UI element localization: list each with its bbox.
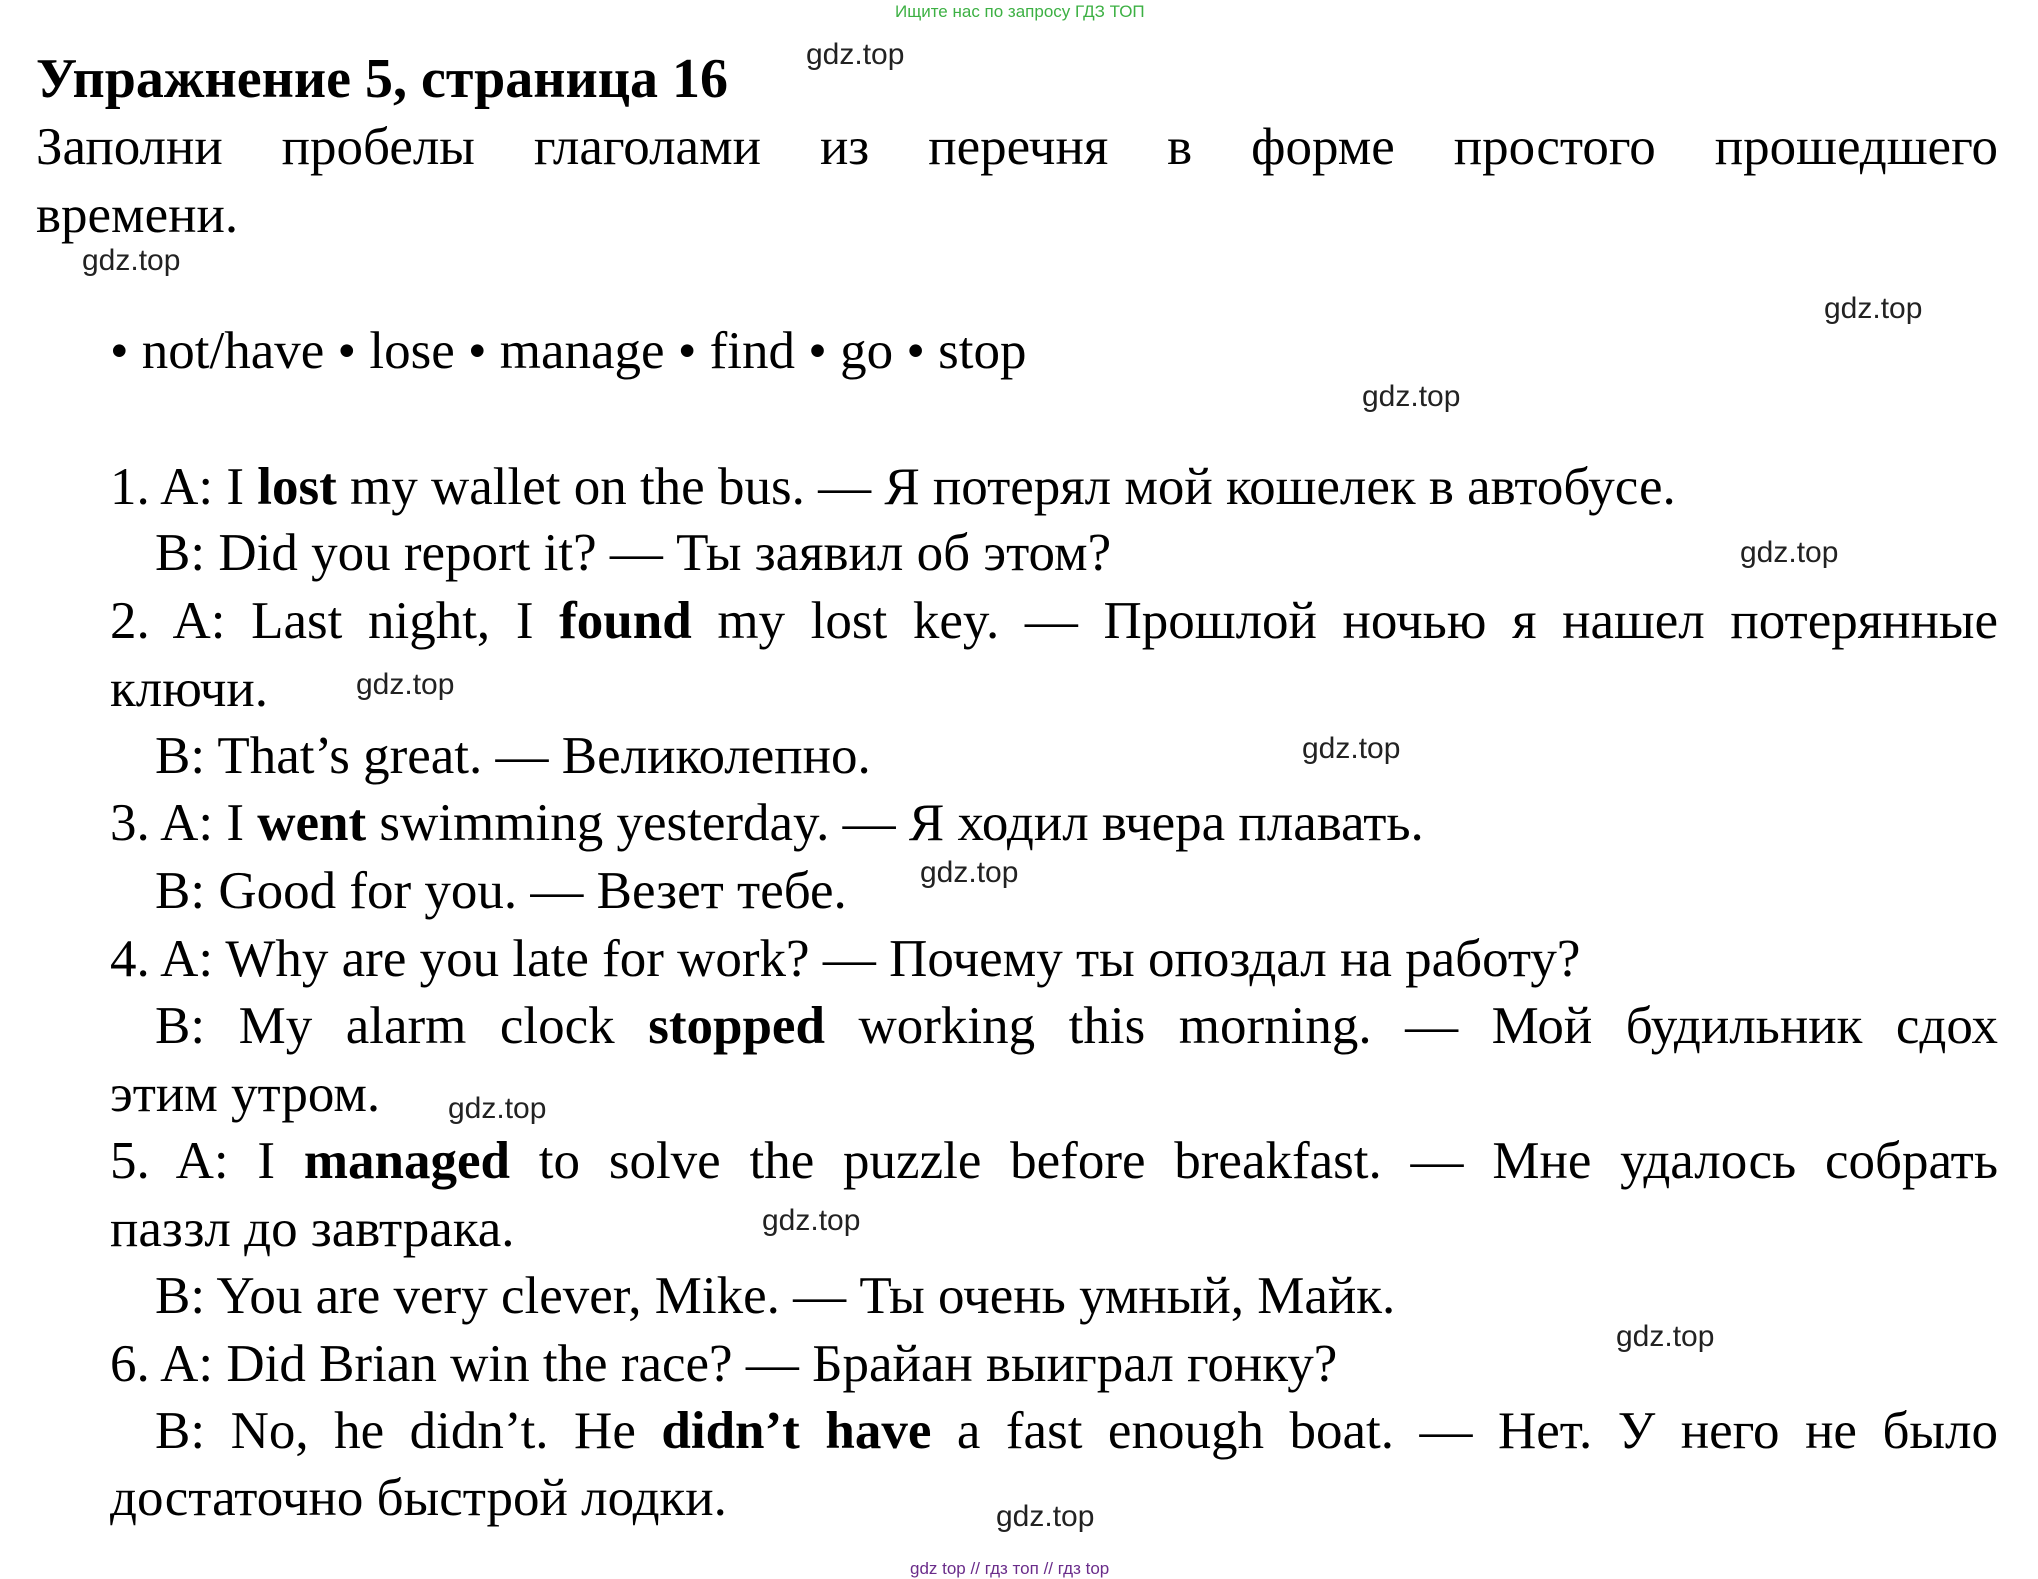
exercise-title: Упражнение 5, страница 16 [36, 48, 729, 110]
watermark: gdz.top [806, 38, 905, 71]
watermark: gdz.top [82, 244, 181, 277]
dialogue-6-a: 6. A: Did Brian win the race? — Брайан выиграл гонку? [110, 1335, 1338, 1393]
dialogue-3-b: B: Good for you. — Везет тебе. [155, 862, 847, 920]
dialogue-1-a: 1. A: I lost my wallet on the bus. — Я потерял мой кошелек в автобусе. [110, 458, 1676, 516]
instruction-line-1: Заполни пробелы глаголами из перечня в форме простого прошедшего [36, 118, 1998, 176]
watermark: gdz.top [1824, 292, 1923, 325]
watermark: gdz.top [1740, 536, 1839, 569]
watermark: gdz.top [1616, 1320, 1715, 1353]
dialogue-5-a-cont: паззл до завтрака. [110, 1200, 515, 1258]
watermark: gdz.top [996, 1500, 1095, 1533]
instruction-line-2: времени. [36, 186, 239, 244]
dialogue-5-b: B: You are very clever, Mike. — Ты очень умный, Майк. [155, 1267, 1396, 1325]
watermark: gdz.top [1302, 732, 1401, 765]
dialogue-2-a: 2. A: Last night, I found my lost key. — Прошлой ночью я нашел потерянные [110, 592, 1998, 650]
answer-didnt-have: didn’t have [661, 1402, 932, 1460]
dialogue-3-a: 3. A: I went swimming yesterday. — Я ходил вчера плавать. [110, 794, 1424, 852]
dialogue-5-a: 5. A: I managed to solve the puzzle before breakfast. — Мне удалось собрать [110, 1132, 1999, 1190]
answer-lost: lost [257, 458, 337, 516]
watermark: gdz.top [920, 856, 1019, 889]
answer-managed: managed [303, 1132, 511, 1190]
watermark: gdz.top [762, 1204, 861, 1237]
watermark: gdz.top [448, 1092, 547, 1125]
footer-note: gdz top // гдз топ // гдз top [910, 1559, 1110, 1578]
dialogue-4-b: B: My alarm clock stopped working this morning. — Мой будильник сдох [155, 997, 1999, 1055]
answer-stopped: stopped [648, 997, 825, 1055]
word-list: • not/have • lose • manage • find • go • stop [110, 322, 1027, 380]
dialogue-4-a: 4. A: Why are you late for work? — Почему ты опоздал на работу? [110, 930, 1581, 988]
answer-found: found [559, 592, 692, 650]
watermark: gdz.top [356, 668, 455, 701]
watermark: gdz.top [1362, 380, 1461, 413]
dialogue-2-b: B: That’s great. — Великолепно. [155, 727, 871, 785]
dialogue-1-b: B: Did you report it? — Ты заявил об этом? [155, 524, 1112, 582]
dialogue-6-b: B: No, he didn’t. He didn’t have a fast enough boat. — Нет. У него не было [155, 1402, 1998, 1460]
dialogue-2-a-cont: ключи. [110, 660, 269, 718]
dialogue-6-b-cont: достаточно быстрой лодки. [110, 1469, 727, 1527]
dialogue-4-b-cont: этим утром. [110, 1065, 381, 1123]
top-search-note: Ищите нас по запросу ГДЗ ТОП [895, 2, 1145, 21]
answer-went: went [257, 794, 367, 852]
